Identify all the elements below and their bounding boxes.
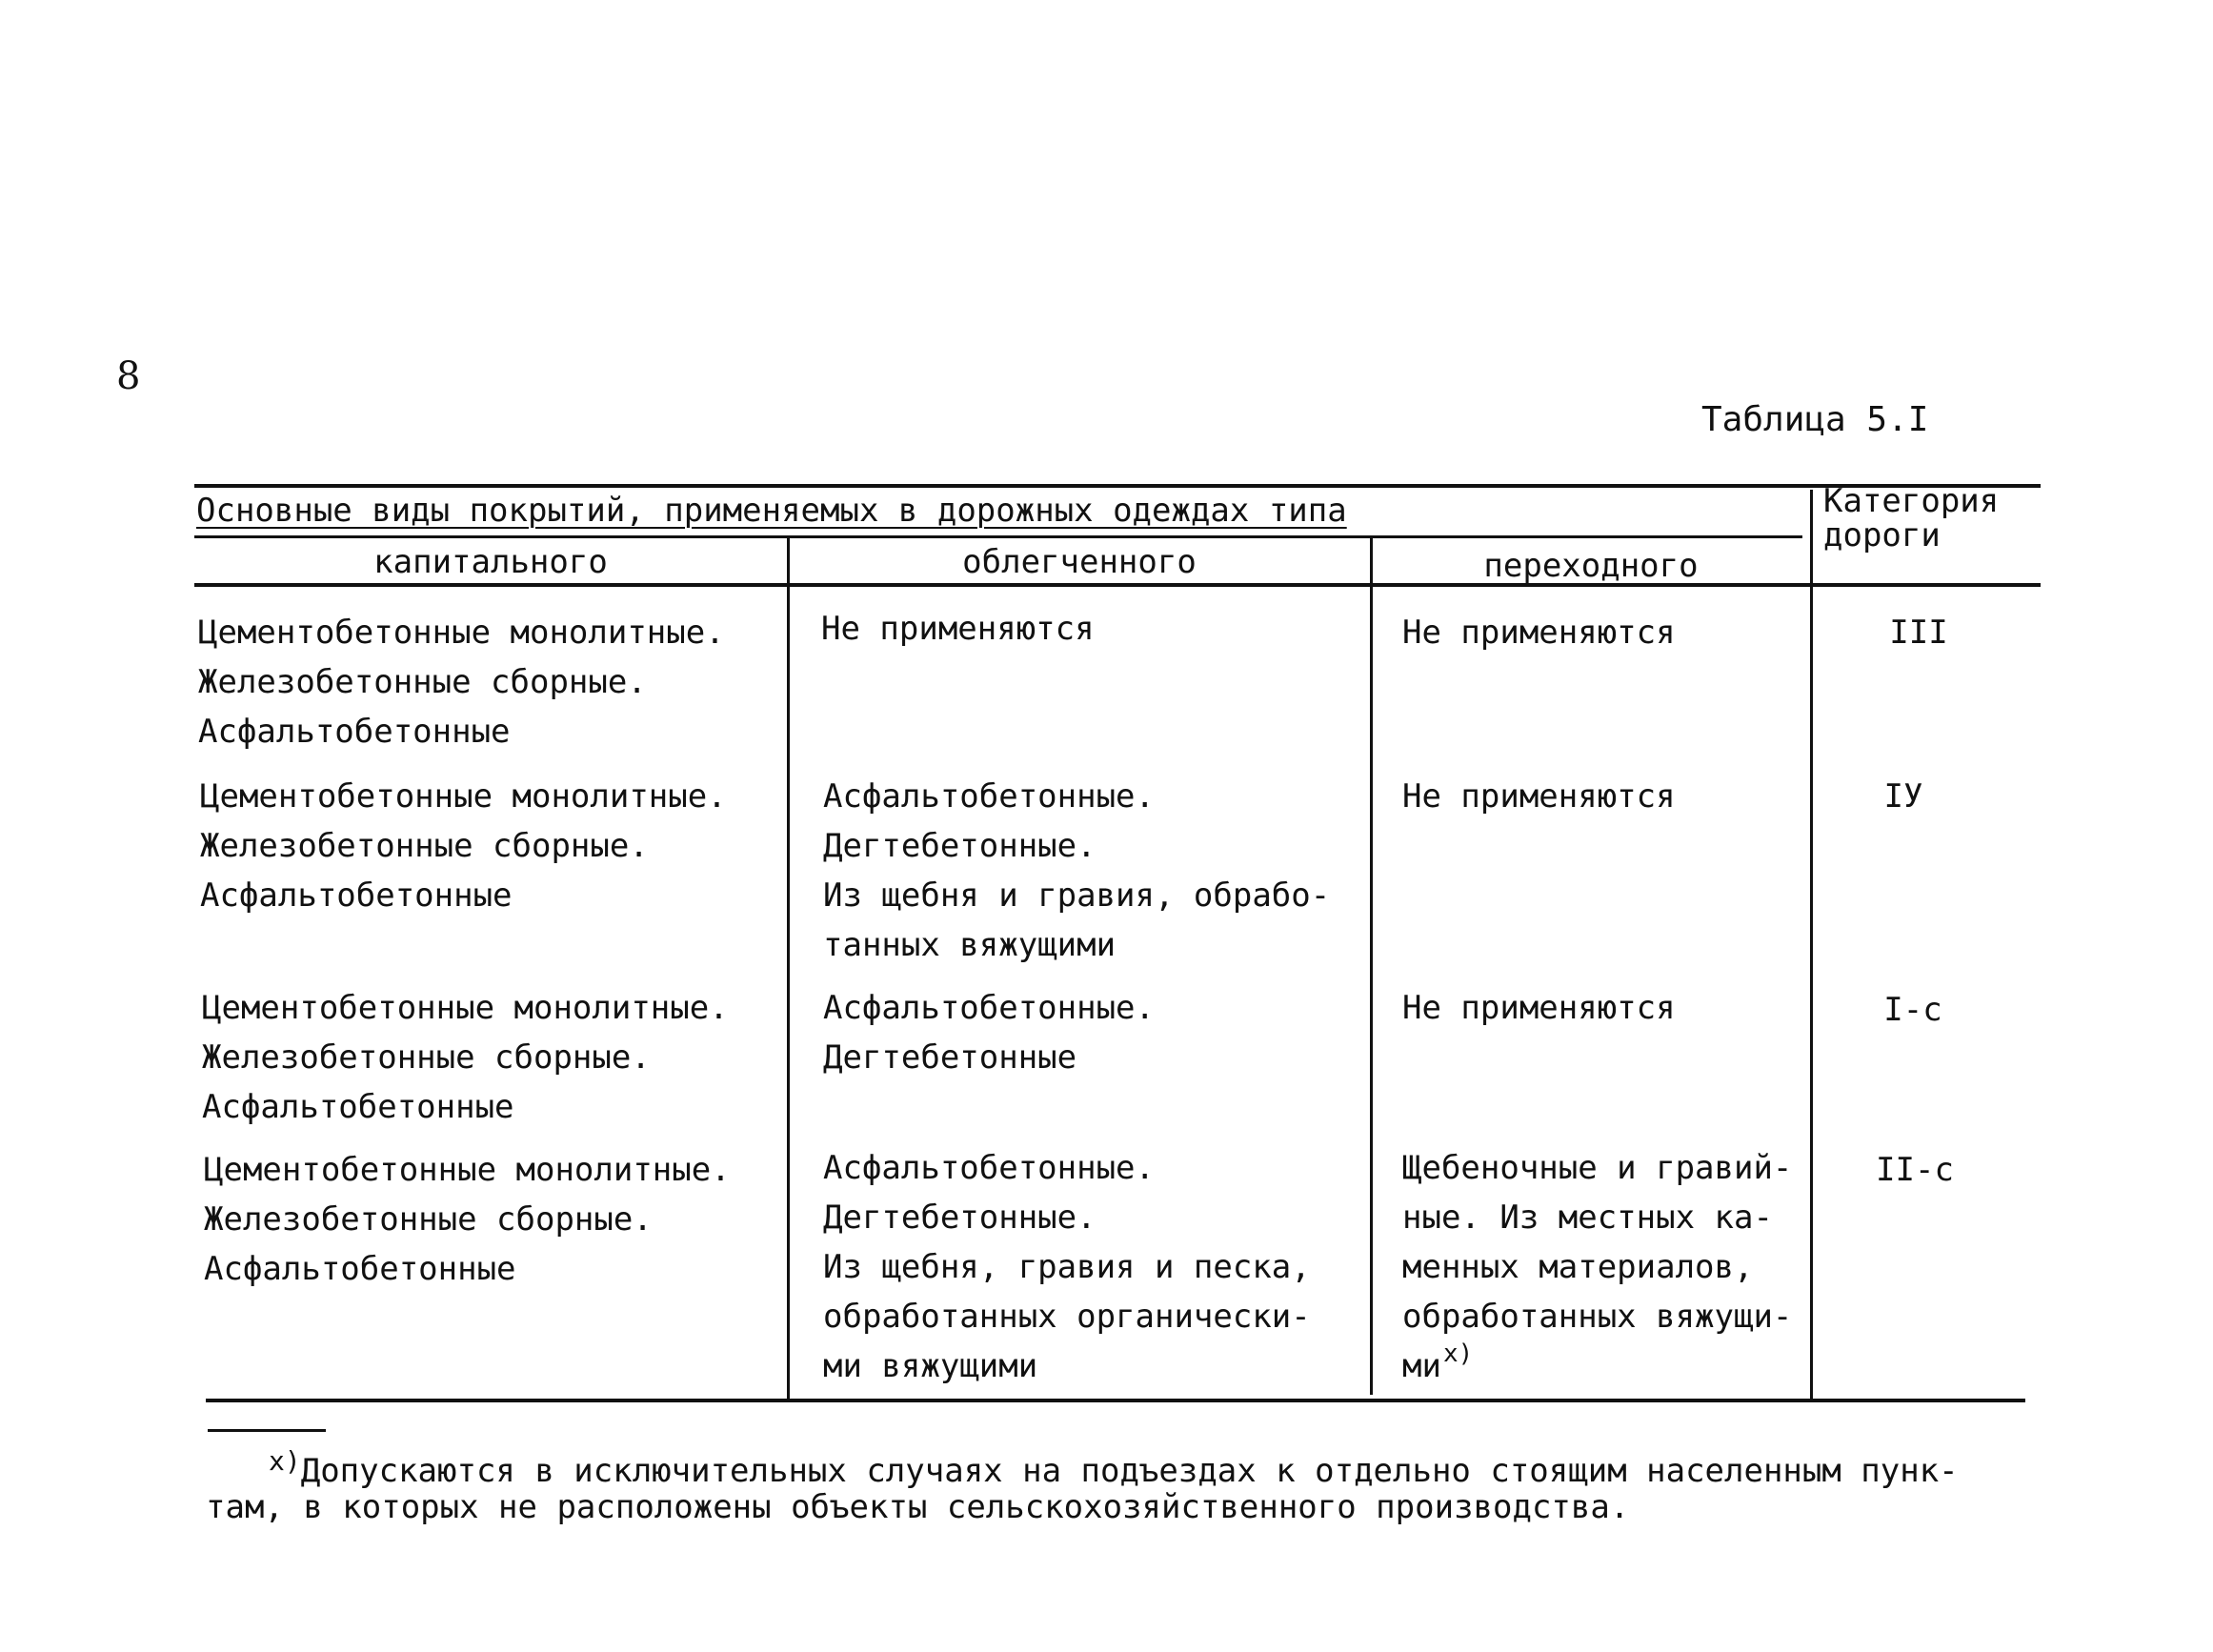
table-row-1-lightweight	[821, 604, 1095, 654]
cell-line: ные. Из местных ка-	[1402, 1199, 1773, 1237]
cell-line: Асфальтобетонные	[200, 876, 513, 915]
category-header-line1: Категория	[1823, 482, 2000, 520]
footnote-rule	[208, 1429, 326, 1432]
cell-line: Не применяются	[1402, 614, 1676, 652]
cell-line: Асфальтобетонные.	[823, 777, 1155, 816]
page-number: 8	[116, 354, 141, 398]
cell-line: Дегтебетонные	[823, 1038, 1077, 1077]
category-header-line2: дороги	[1823, 516, 1941, 554]
group-header: Основные виды покрытий, применяемых в дорожных одеждах типа	[196, 492, 1347, 530]
cell-line	[1402, 1341, 1792, 1394]
cell-line: Асфальтобетонные	[202, 1088, 514, 1126]
cell-line: обработанных вяжущи-	[1402, 1298, 1793, 1336]
cell-line: Железобетонные сборные.	[204, 1200, 653, 1239]
table-row-2-lightweight	[823, 772, 1330, 970]
cell-line: Железобетонные сборные.	[202, 1038, 651, 1077]
column-header-capital: капитального	[373, 543, 608, 581]
footnote-mark: x)	[269, 1445, 301, 1477]
cell-line: Железобетонные сборные.	[200, 827, 649, 865]
table-top-rule	[194, 484, 2041, 488]
cell-line: Асфальтобетонные.	[823, 989, 1155, 1027]
table-row-4-lightweight	[823, 1143, 1311, 1391]
table-row-3-capital	[202, 983, 729, 1132]
cell-line: Дегтебетонные.	[823, 827, 1096, 865]
cell-line: Асфальтобетонные	[198, 713, 511, 751]
footnote-line-2: там, в которых не расположены объекты сельскохозяйственного производства.	[206, 1488, 1630, 1526]
column-header-lightweight: облегченного	[962, 543, 1197, 581]
cell-line: Щебеночные и гравий-	[1402, 1149, 1793, 1187]
header-group-rule	[194, 535, 1802, 538]
footnote-line-1	[206, 1445, 1959, 1490]
cell-line: Из щебня и гравия, обрабо-	[823, 876, 1331, 915]
column-divider-2	[1370, 537, 1373, 1395]
table-row-1-capital	[198, 608, 725, 756]
cell-line: Цементобетонные монолитные.	[198, 614, 725, 652]
cell-line: Цементобетонные монолитные.	[202, 989, 729, 1027]
cell-line: Асфальтобетонные.	[823, 1149, 1155, 1187]
cell-line: Цементобетонные монолитные.	[204, 1151, 731, 1189]
table-row-3-lightweight	[823, 983, 1155, 1082]
footnote-text-1: Допускаются в исключительных случаях на подъездах к отдельно стоящим населенным пунк-	[300, 1452, 1959, 1490]
table-row-4-transitional	[1402, 1143, 1792, 1394]
footnote	[206, 1445, 1959, 1526]
table-bottom-rule	[206, 1399, 2025, 1402]
cell-line: Цементобетонные монолитные.	[200, 777, 727, 816]
cell-line: менных материалов,	[1402, 1248, 1754, 1286]
table-row-2-capital	[200, 772, 727, 920]
table-row-3-transitional	[1402, 983, 1676, 1033]
cell-line: ми вяжущими	[823, 1347, 1038, 1385]
footnote-mark: x)	[1442, 1340, 1474, 1368]
column-divider-1	[787, 537, 790, 1399]
column-header-transitional: переходного	[1483, 547, 1699, 585]
table-row-1-category: III	[1889, 614, 1948, 652]
table-row-2-transitional	[1402, 772, 1676, 821]
cell-text: ми	[1402, 1347, 1441, 1385]
cell-line: Не применяются	[1402, 777, 1676, 816]
table-row-2-category: IУ	[1883, 777, 1923, 816]
cell-line: обработанных органически-	[823, 1298, 1311, 1336]
table-row-1-transitional	[1402, 608, 1676, 657]
cell-line: Из щебня, гравия и песка,	[823, 1248, 1311, 1286]
cell-line: Железобетонные сборные.	[198, 663, 647, 701]
table-row-3-category: I-с	[1883, 991, 1942, 1029]
cell-line: Не применяются	[1402, 989, 1676, 1027]
cell-line: Дегтебетонные.	[823, 1199, 1096, 1237]
cell-line: Асфальтобетонные	[204, 1250, 516, 1288]
table-caption: Таблица 5.I	[1701, 400, 1929, 439]
cell-line: Не применяются	[821, 610, 1095, 648]
table-row-4-capital	[204, 1145, 731, 1294]
cell-line: танных вяжущими	[823, 926, 1117, 964]
table-row-4-category: II-с	[1876, 1151, 1954, 1189]
